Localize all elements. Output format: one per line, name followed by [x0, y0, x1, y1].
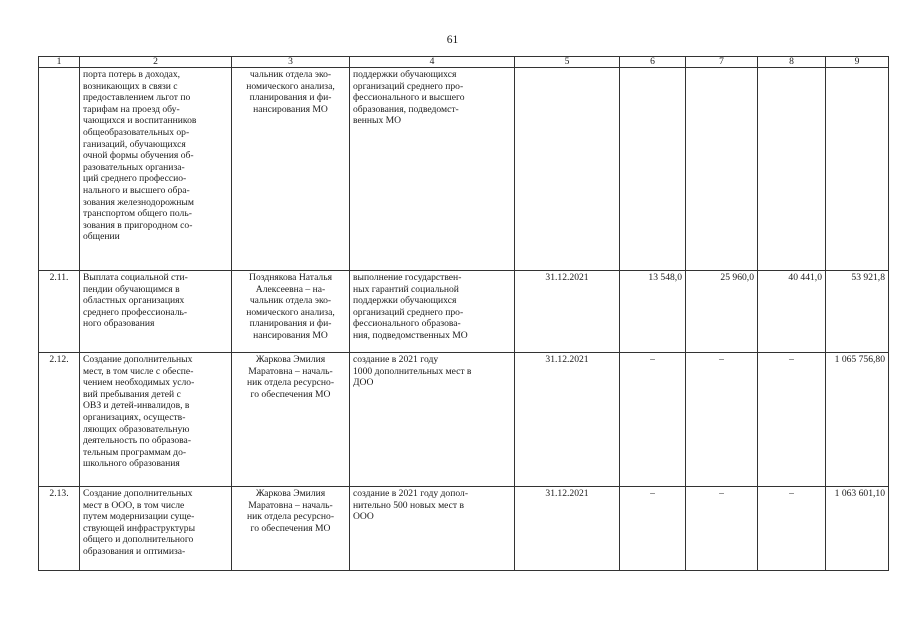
data-table — [38, 56, 889, 571]
header-cell: 6 — [620, 57, 686, 68]
item-value-6: 13 548,0 — [620, 271, 686, 353]
item-value-9: 1 063 601,10 — [826, 487, 889, 571]
header-row — [39, 57, 889, 68]
item-description-text: Создание дополнительных мест, в том числе с обеспе- чением необходимых усло- вий пребывания детей с ОВЗ и детей-инвалидов, в организациях, осуществ- ляющих образовательную деятельность по образова- тельным программам до- школьного образования — [83, 354, 195, 470]
item-value-9: 1 065 756,80 — [826, 353, 889, 487]
item-value-8 — [758, 68, 826, 271]
item-date: 31.12.2021 — [515, 487, 620, 571]
header-cell: 9 — [826, 57, 889, 68]
item-value-8: – — [758, 353, 826, 487]
item-value-7 — [686, 68, 758, 271]
item-result-text: поддержки обучающихся организаций среднего про- фессионального и высшего образования, подведомст- венных МО — [353, 69, 465, 127]
item-number: 2.11. — [39, 271, 80, 353]
header-cell: 5 — [515, 57, 620, 68]
item-description — [80, 353, 232, 487]
item-description-text: Создание дополнительных мест в ООО, в том числе путем модернизации суще- ствующей инфраструктуры общего и дополнительного образования и оптимиза- — [83, 488, 196, 557]
table-row — [39, 487, 889, 571]
item-date: 31.12.2021 — [515, 271, 620, 353]
item-result — [350, 353, 515, 487]
header-cell: 7 — [686, 57, 758, 68]
header-cell: 4 — [350, 57, 515, 68]
item-responsible — [232, 487, 350, 571]
item-value-8: 40 441,0 — [758, 271, 826, 353]
item-description — [80, 68, 232, 271]
item-value-8: – — [758, 487, 826, 571]
item-value-7: 25 960,0 — [686, 271, 758, 353]
page-number: 61 — [446, 34, 459, 46]
header-cell: 1 — [39, 57, 80, 68]
item-description-text: Выплата социальной сти- пендии обучающимся в областных организациях среднего профессиональ- ного образования — [83, 272, 188, 330]
item-value-9: 53 921,8 — [826, 271, 889, 353]
item-result — [350, 271, 515, 353]
table-row — [39, 271, 889, 353]
item-value-6 — [620, 68, 686, 271]
table-row — [39, 68, 889, 271]
item-result-text: создание в 2021 году допол- нительно 500 новых мест в ООО — [353, 488, 469, 523]
item-number — [39, 68, 80, 271]
item-number: 2.13. — [39, 487, 80, 571]
item-description-text: порта потерь в доходах, возникающих в связи с предоставлением льгот по тарифам на проезд обу- чающихся и воспитанников общеобразовательных ор- ганизаций, обучающихся очной формы обучения об- разовательных организа- ций среднего профессио- нального и высшего обра- зования железнодорожным транспортом общего поль- зования в пригородном со- общении — [83, 69, 197, 243]
item-result — [350, 68, 515, 271]
item-value-7: – — [686, 487, 758, 571]
item-value-9 — [826, 68, 889, 271]
header-cell: 8 — [758, 57, 826, 68]
item-result — [350, 487, 515, 571]
item-value-6: – — [620, 487, 686, 571]
item-description — [80, 271, 232, 353]
item-date — [515, 68, 620, 271]
item-result-text: создание в 2021 году 1000 дополнительных мест в ДОО — [353, 354, 472, 389]
item-responsible-text: чальник отдела эко- номического анализа, планирования и фи- нансирования МО — [246, 69, 335, 115]
item-responsible — [232, 353, 350, 487]
item-responsible-text: Жаркова Эмилия Маратовна – началь- ник отдела ресурсно- го обеспечения МО — [246, 488, 335, 534]
table-row — [39, 353, 889, 487]
item-result-text: выполнение государствен- ных гарантий социальной поддержки обучающихся организаций среднего про- фессионального образова- ния, подведомственных МО — [353, 272, 468, 341]
header-cell: 3 — [232, 57, 350, 68]
header-cell: 2 — [80, 57, 232, 68]
item-description — [80, 487, 232, 571]
item-responsible-text: Позднякова Наталья Алексеевна – на- чальник отдела эко- номического анализа, планирования и фи- нансирования МО — [246, 272, 335, 341]
item-value-6: – — [620, 353, 686, 487]
item-value-7: – — [686, 353, 758, 487]
item-responsible — [232, 271, 350, 353]
item-date: 31.12.2021 — [515, 353, 620, 487]
item-number: 2.12. — [39, 353, 80, 487]
item-responsible-text: Жаркова Эмилия Маратовна – началь- ник отдела ресурсно- го обеспечения МО — [246, 354, 335, 400]
item-responsible — [232, 68, 350, 271]
